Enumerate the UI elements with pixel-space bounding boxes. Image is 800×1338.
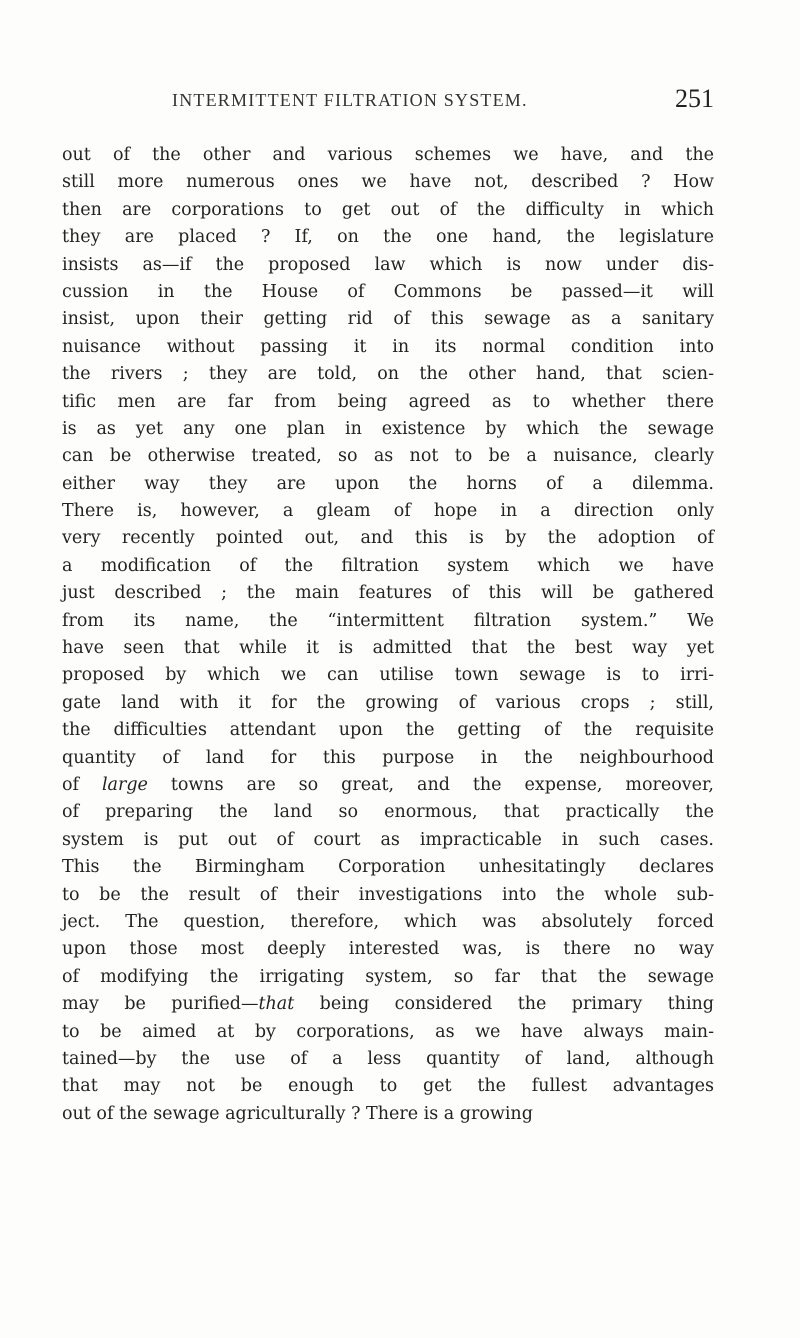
running-head <box>62 84 714 120</box>
text-line: just described ; the main features of this will be gathered <box>62 583 714 604</box>
text-line: a modification of the filtration system which we have <box>62 555 714 576</box>
text-line: of large towns are so great, and the expense, moreover, <box>62 774 714 795</box>
text-line: still more numerous ones we have not, described ? How <box>62 172 714 193</box>
text-line: proposed by which we can utilise town sewage is to irri- <box>62 665 714 686</box>
text-line: to be the result of their investigations into the whole sub- <box>62 884 714 905</box>
text-line: of preparing the land so enormous, that practically the <box>62 802 714 823</box>
text-line: that may not be enough to get the fullest advantages <box>62 1076 714 1097</box>
text-line: either way they are upon the horns of a dilemma. <box>62 473 714 494</box>
text-line: out of the sewage agriculturally ? There is a growing <box>62 1103 533 1124</box>
text-line: gate land with it for the growing of various crops ; still, <box>62 692 714 713</box>
text-line: may be purified—that being considered the primary thing <box>62 994 715 1015</box>
text-line: upon those most deeply interested was, is there no way <box>62 939 714 960</box>
text-line: quantity of land for this purpose in the neighbourhood <box>62 747 714 768</box>
text-line: have seen that while it is admitted that the best way yet <box>62 638 714 659</box>
text-line: is as yet any one plan in existence by which the sewage <box>62 418 714 439</box>
text-line: insist, upon their getting rid of this sewage as a sanitary <box>62 309 714 330</box>
running-title: INTERMITTENT FILTRATION SYSTEM. <box>172 90 528 110</box>
text-line: can be otherwise treated, so as not to be a nuisance, clearly <box>62 446 714 467</box>
text-line: from its name, the “intermittent filtration system.” We <box>62 610 714 631</box>
text-line: they are placed ? If, on the one hand, the legislature <box>62 227 714 248</box>
text-line: the rivers ; they are told, on the other hand, that scien- <box>62 364 714 385</box>
text-line: system is put out of court as impracticable in such cases. <box>62 829 714 850</box>
text-line: This the Birmingham Corporation unhesitatingly declares <box>62 857 714 878</box>
text-line: nuisance without passing it in its normal condition into <box>62 336 714 357</box>
text-line: the difficulties attendant upon the getting of the requisite <box>62 720 714 741</box>
text-line: of modifying the irrigating system, so far that the sewage <box>62 966 714 987</box>
text-line: out of the other and various schemes we have, and the <box>62 145 714 165</box>
text-line: then are corporations to get out of the difficulty in which <box>62 199 714 220</box>
text-line: tained—by the use of a less quantity of land, although <box>62 1048 714 1069</box>
body-text <box>62 142 714 1128</box>
text-line: cussion in the House of Commons be passed—it will <box>62 281 714 302</box>
page-number: 251 <box>675 84 714 113</box>
text-line: ject. The question, therefore, which was absolutely forced <box>62 911 714 932</box>
text-line: insists as—if the proposed law which is now under dis- <box>62 254 714 275</box>
text-line: tific men are far from being agreed as to whether there <box>62 391 714 412</box>
text-line: to be aimed at by corporations, as we have always main- <box>62 1021 714 1042</box>
text-line: very recently pointed out, and this is by the adoption of <box>62 528 714 549</box>
text-line: There is, however, a gleam of hope in a direction only <box>62 501 714 522</box>
